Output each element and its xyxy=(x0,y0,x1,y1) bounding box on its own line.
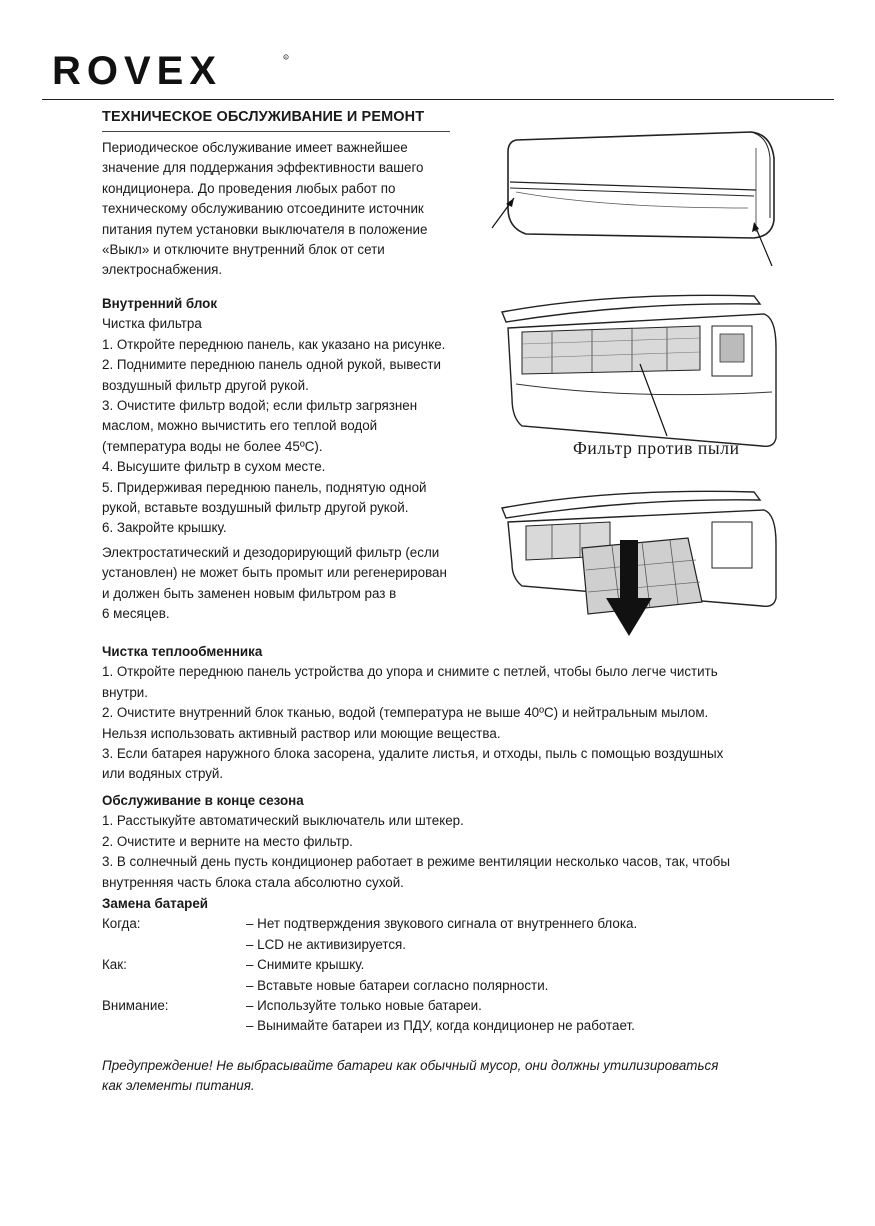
battery-row xyxy=(102,914,782,934)
filter-step-line: 1. Откройте переднюю панель, как указано на рисунке. xyxy=(102,336,446,352)
header-divider xyxy=(42,99,834,100)
title-underline xyxy=(102,131,450,132)
battery-section xyxy=(102,894,782,1037)
svg-text:R: R xyxy=(284,55,287,60)
heat-exchanger-line: или водяных струй. xyxy=(102,766,224,782)
heat-exchanger-heading: Чистка теплообменника xyxy=(102,644,263,659)
intro-line: «Выкл» и отключите внутренний блок от сети xyxy=(102,242,385,258)
battery-row-text: – Нет подтверждения звукового сигнала от внутреннего блока. xyxy=(246,916,638,932)
intro-line: кондиционера. До проведения любых работ по xyxy=(102,180,396,196)
filter-step-line: воздушный фильтр другой рукой. xyxy=(102,377,309,393)
svg-text:ROVEX: ROVEX xyxy=(52,50,223,90)
filter-note-line: 6 месяцев. xyxy=(102,606,170,622)
filter-step-line: 4. Высушите фильтр в сухом месте. xyxy=(102,459,326,475)
rovex-logo xyxy=(52,50,292,90)
intro-line: питания путем установки выключателя в положение xyxy=(102,221,428,237)
season-end-line: 1. Расстыкуйте автоматический выключатель или штекер. xyxy=(102,813,464,829)
battery-row xyxy=(102,976,782,996)
battery-row xyxy=(102,955,782,975)
battery-row-label: Внимание: xyxy=(102,997,169,1013)
intro-line: техническому обслуживанию отсоедините источник xyxy=(102,201,424,217)
heat-exchanger-line: 2. Очистите внутренний блок тканью, водой (температура не выше 40ºС) и нейтральным мылом. xyxy=(102,705,709,721)
heat-exchanger-section xyxy=(102,642,782,785)
filter-note-line: и должен быть заменен новым фильтром раз в xyxy=(102,585,397,601)
battery-row xyxy=(102,1016,782,1036)
page-title: ТЕХНИЧЕСКОЕ ОБСЛУЖИВАНИЕ И РЕМОНТ xyxy=(102,109,425,125)
season-end-line: 3. В солнечный день пусть кондиционер работает в режиме вентиляции несколько часов, так, чтобы xyxy=(102,854,730,870)
battery-row-label: Как: xyxy=(102,957,127,973)
battery-row-label: Когда: xyxy=(102,916,141,932)
season-end-heading: Обслуживание в конце сезона xyxy=(102,793,304,808)
intro-line: значение для поддержания эффективности вашего xyxy=(102,160,424,176)
indoor-unit-section xyxy=(102,294,482,539)
disposal-warning xyxy=(102,1056,782,1097)
intro-line: электроснабжения. xyxy=(102,262,223,278)
figure-caption: Фильтр против пыли xyxy=(573,438,740,458)
battery-row-text: – LCD не активизируется. xyxy=(246,936,407,952)
heat-exchanger-line: Нельзя использовать активный раствор или моющие вещества. xyxy=(102,725,501,741)
season-end-line: внутренняя часть блока стала абсолютно сухой. xyxy=(102,874,404,890)
filter-step-line: маслом, можно вычистить его теплой водой xyxy=(102,418,378,434)
battery-row xyxy=(102,996,782,1016)
filter-step-line: рукой, вставьте воздушный фильтр другой рукой. xyxy=(102,500,409,516)
battery-row-text: – Вставьте новые батареи согласно полярности. xyxy=(246,977,549,993)
filter-subheading: Чистка фильтра xyxy=(102,316,202,332)
indoor-heading: Внутренний блок xyxy=(102,296,218,311)
battery-row-text: – Используйте только новые батареи. xyxy=(246,997,482,1013)
intro-paragraph xyxy=(102,138,482,281)
battery-row-text: – Вынимайте батареи из ПДУ, когда кондиционер не работает. xyxy=(246,1018,635,1034)
season-end-line: 2. Очистите и верните на место фильтр. xyxy=(102,833,353,849)
filter-step-line: 6. Закройте крышку. xyxy=(102,520,227,536)
filter-note-line: Электростатический и дезодорирующий фильтр (если xyxy=(102,545,440,560)
filter-step-line: 5. Придерживая переднюю панель, поднятую одной xyxy=(102,479,427,495)
filter-step-line: 2. Поднимите переднюю панель одной рукой, вывести xyxy=(102,357,441,373)
heat-exchanger-line: внутри. xyxy=(102,684,148,700)
ac-unit-closed-illustration xyxy=(486,128,786,268)
battery-row xyxy=(102,935,782,955)
filter-step-line: 3. Очистите фильтр водой; если фильтр загрязнен xyxy=(102,398,418,414)
warning-line: Предупреждение! Не выбрасывайте батареи как обычный мусор, они должны утилизироваться xyxy=(102,1058,719,1073)
filter-note xyxy=(102,543,482,625)
season-end-section xyxy=(102,791,782,893)
heat-exchanger-line: 1. Откройте переднюю панель устройства до упора и снимите с петлей, чтобы было легче чистить xyxy=(102,664,718,680)
ac-unit-open-illustration xyxy=(492,288,782,448)
filter-note-line: установлен) не может быть промыт или регенерирован xyxy=(102,565,447,581)
filter-removal-illustration xyxy=(492,478,782,638)
battery-heading: Замена батарей xyxy=(102,896,209,911)
heat-exchanger-line: 3. Если батарея наружного блока засорена, удалите листья, и отходы, пыль с помощью воздушных xyxy=(102,746,724,762)
intro-line: Периодическое обслуживание имеет важнейшее xyxy=(102,140,408,155)
filter-step-line: (температура воды не более 45ºС). xyxy=(102,438,323,454)
battery-row-text: – Снимите крышку. xyxy=(246,957,365,973)
warning-line: как элементы питания. xyxy=(102,1078,255,1094)
